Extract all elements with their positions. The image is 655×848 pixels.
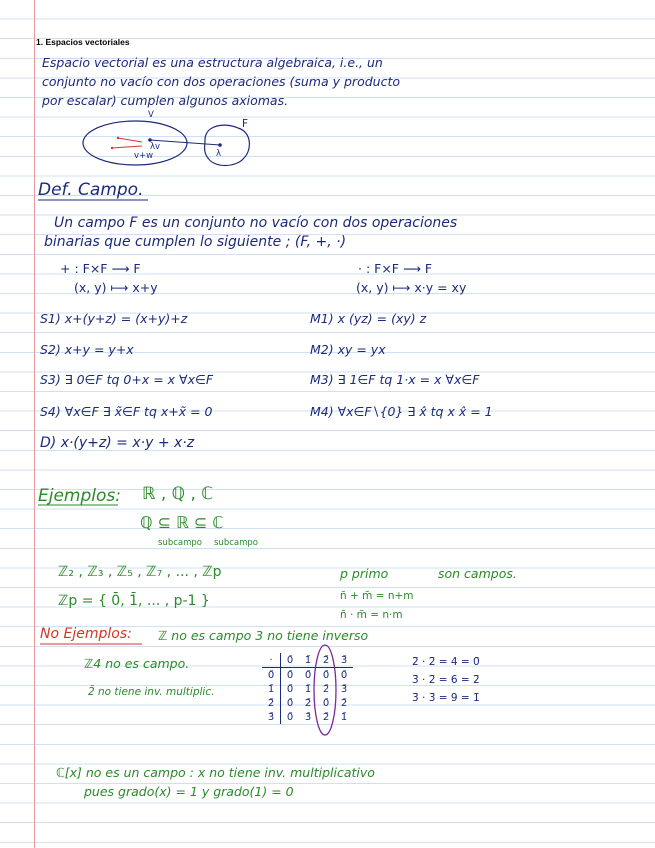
def-line-2: binarias que cumplen lo siguiente ; (F, +, ·) (44, 234, 347, 250)
table-cell: 0̄ (304, 669, 312, 681)
two-no-inverse: 2̄ no tiene inv. multiplic. (88, 686, 215, 698)
table-cell: 2̄ (340, 697, 348, 709)
table-cell: 3̄ (304, 711, 312, 723)
table-cell: 1̄ (262, 682, 281, 696)
table-cell: 0̄ (340, 669, 348, 681)
z4-not-field: ℤ4 no es campo. (84, 656, 190, 671)
def-line-1: Un campo F es un conjunto no vacío con dos operaciones (54, 215, 458, 231)
label-lambda-v: λv (150, 142, 161, 152)
prod-signature: · : F×F ⟶ F (358, 261, 433, 276)
table-cell: 0̄ (286, 711, 294, 723)
axiom-m4: M4) ∀x∈F∖{0} ∃ x̂ tq x x̂ = 1 (310, 404, 493, 419)
cx-not-field-line-2: pues grado(x) = 1 y grado(1) = 0 (84, 784, 294, 799)
mod-prod: n̄ · m̄ = n·m (340, 609, 403, 621)
calc-2x2: 2̄ · 2̄ = 4 = 0̄ (412, 656, 480, 668)
fields-inclusion: ℚ ⊆ ℝ ⊆ ℂ (140, 513, 224, 532)
table-cell: 0̄ (322, 669, 330, 681)
prod-map: (x, y) ⟼ x·y = xy (356, 280, 467, 295)
label-f: F (242, 118, 249, 130)
table-cell: 0̄ (286, 683, 294, 695)
table-header-cell: · (262, 653, 281, 668)
table-cell: 1̄ (304, 683, 312, 695)
subfield-label-2: subcampo (214, 538, 258, 548)
axiom-s3: S3) ∃ 0∈F tq 0+x = x ∀x∈F (40, 372, 214, 387)
mod-sum: n̄ + m̄ = n+m (340, 590, 414, 602)
table-cell: 0̄ (322, 697, 330, 709)
calc-3x3: 3̄ · 3̄ = 9 = 1̄ (412, 692, 480, 704)
z-not-field: ℤ no es campo 3 no tiene inverso (158, 628, 369, 643)
axiom-d: D) x·(y+z) = x·y + x·z (40, 435, 195, 451)
table-cell: 0̄ (262, 668, 281, 683)
table-header-cell: 0̄ (281, 653, 300, 668)
table-header-cell: 1̄ (299, 653, 317, 668)
label-v-plus-w: v+w (134, 151, 154, 161)
sum-map: (x, y) ⟼ x+y (74, 280, 158, 295)
axiom-s1: S1) x+(y+z) = (x+y)+z (40, 311, 188, 326)
axiom-m3: M3) ∃ 1∈F tq 1·x = x ∀x∈F (310, 372, 480, 387)
calc-3x2: 3̄ · 2̄ = 6 = 2̄ (412, 674, 480, 686)
fields-list: ℝ , ℚ , ℂ (142, 484, 214, 504)
table-cell: 0̄ (286, 669, 294, 681)
table-cell: 1̄ (340, 711, 348, 723)
axiom-m2: M2) xy = yx (310, 342, 386, 357)
zp-list: ℤ₂ , ℤ₃ , ℤ₅ , ℤ₇ , ... , ℤp (58, 564, 222, 580)
intro-line-2: conjunto no vacío con dos operaciones (suma y producto (42, 74, 400, 89)
label-lambda: λ (216, 149, 222, 159)
son-campos: son campos. (438, 566, 517, 581)
table-cell: 0̄ (286, 697, 294, 709)
intro-line-3: por escalar) cumplen algunos axiomas. (42, 93, 289, 108)
p-primo: p primo (340, 566, 389, 581)
table-cell: 2̄ (262, 696, 281, 710)
label-v: V (148, 110, 154, 120)
table-cell: 3̄ (340, 683, 348, 695)
examples-heading: Ejemplos: (38, 486, 121, 506)
subfield-label-1: subcampo (158, 538, 202, 548)
def-heading: Def. Campo. (38, 180, 144, 200)
page-title: 1. Espacios vectoriales (36, 37, 130, 47)
non-examples-heading: No Ejemplos: (40, 626, 132, 642)
table-cell: 2̄ (322, 683, 330, 695)
axiom-s2: S2) x+y = y+x (40, 342, 134, 357)
zp-definition: ℤp = { 0̄, 1̄, ... , p-1 } (58, 593, 210, 609)
sum-signature: + : F×F ⟶ F (60, 261, 141, 276)
axiom-m1: M1) x (yz) = (xy) z (310, 311, 427, 326)
intro-line-1: Espacio vectorial es una estructura algebraica, i.e., un (42, 55, 383, 70)
table-cell: 3̄ (262, 710, 281, 724)
table-cell: 2̄ (322, 711, 330, 723)
table-header-cell: 3̄ (335, 653, 353, 668)
cx-not-field-line-1: ℂ[x] no es un campo : x no tiene inv. multiplicativo (56, 765, 375, 780)
axiom-s4: S4) ∀x∈F ∃ x̃∈F tq x+x̃ = 0 (40, 404, 213, 419)
table-header-cell: 2̄ (317, 653, 335, 668)
table-cell: 2̄ (304, 697, 312, 709)
